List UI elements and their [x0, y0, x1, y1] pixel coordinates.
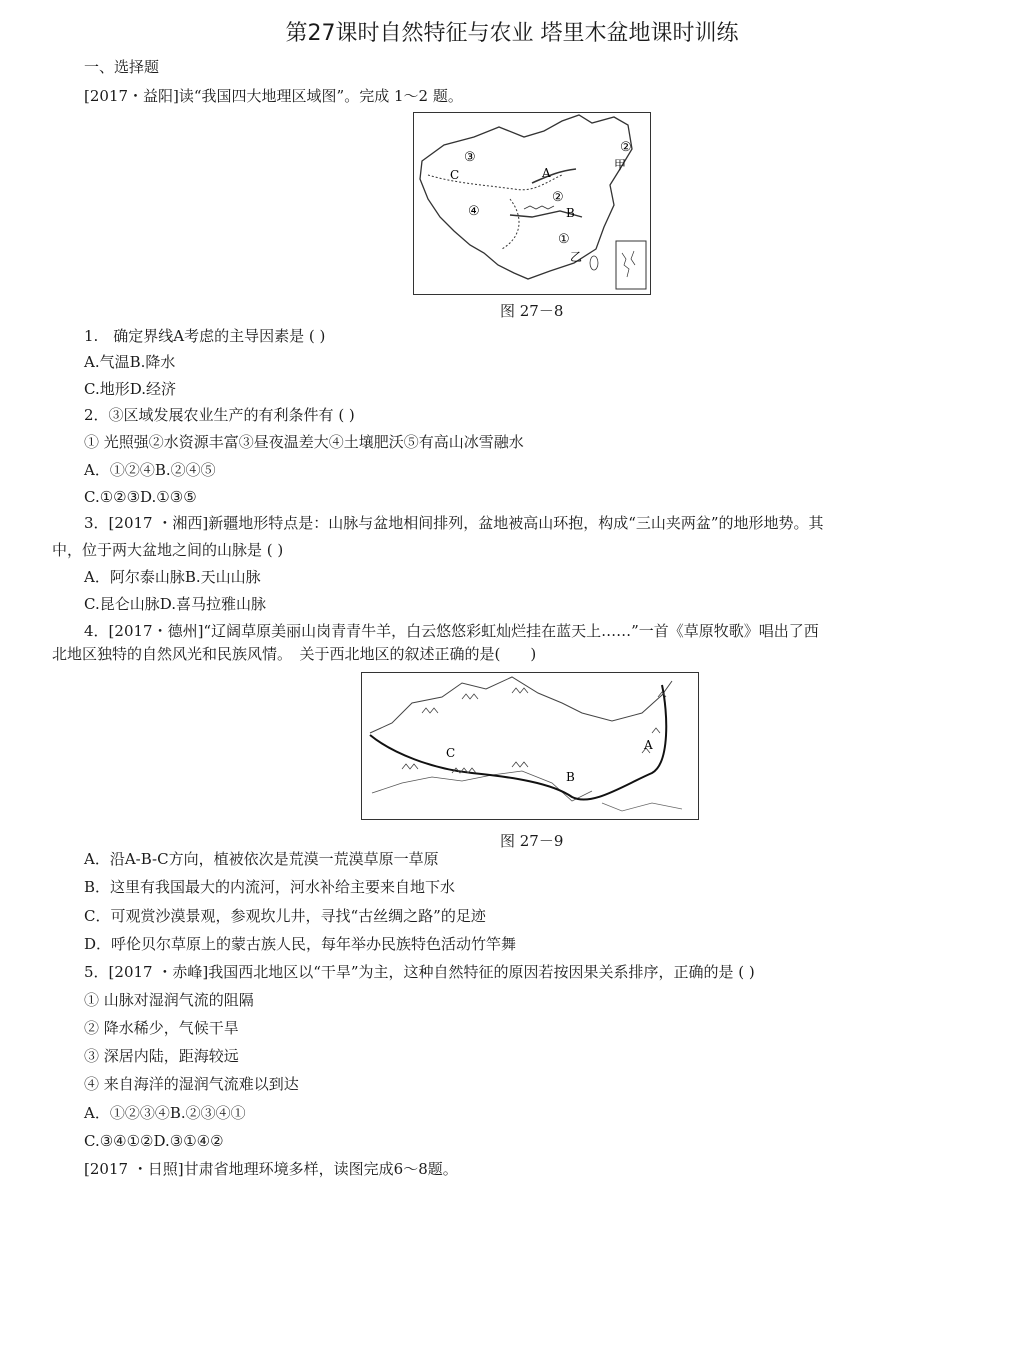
q3-stem-line1: 3．[2017 ・湘西]新疆地形特点是：山脉与盆地相间排列，盆地被高山环抱，构成“三山夹两盆”的地形地势。其 [84, 514, 824, 532]
q1-stem: 1. 确定界线A考虑的主导因素是 ( ) [84, 327, 326, 345]
label-A: A [644, 738, 653, 752]
intro-q1-2: [2017・益阳]读“我国四大地理区域图”。完成 1～2 题。 [84, 87, 463, 105]
map-northwest [361, 672, 699, 820]
map1-caption: 图 27－8 [500, 302, 564, 320]
map-china-regions [413, 112, 651, 295]
q5-item1: ① 山脉对湿润气流的阻隔 [84, 991, 254, 1009]
q4-option-a: A．沿A-B-C方向，植被依次是荒漠一荒漠草原一草原 [84, 850, 439, 868]
label-A: A [542, 166, 551, 180]
label-region2a: ② [620, 140, 632, 155]
label-B: B [566, 770, 575, 784]
q5-item4: ④ 来自海洋的湿润气流难以到达 [84, 1075, 299, 1093]
q3-options-ab: A．阿尔泰山脉B.天山山脉 [84, 568, 261, 586]
intro-q6-8: [2017 ・日照]甘肃省地理环境多样，读图完成6～8题。 [84, 1160, 458, 1178]
label-C: C [450, 168, 460, 182]
q3-stem-line2: 中，位于两大盆地之间的山脉是 ( ) [52, 541, 284, 559]
q2-options-cd: C.①②③D.①③⑤ [84, 488, 197, 506]
q5-options-ab: A．①②③④B.②③④① [84, 1104, 246, 1122]
label-B: B [566, 206, 575, 220]
map2-caption: 图 27－9 [500, 832, 564, 850]
q1-options-cd: C.地形D.经济 [84, 380, 176, 398]
q4-option-d: D．呼伦贝尔草原上的蒙古族人民，每年举办民族特色活动竹竿舞 [84, 935, 517, 953]
northwest-map-drawing [362, 673, 698, 819]
q5-options-cd: C.③④①②D.③①④② [84, 1132, 224, 1150]
label-region2b: ② [552, 190, 564, 205]
q3-options-cd: C.昆仑山脉D.喜马拉雅山脉 [84, 595, 266, 613]
q4-stem-line1: 4．[2017・德州]“辽阔草原美丽山岗青青牛羊，白云悠悠彩虹灿烂挂在蓝天上……”一首《草原牧歌》唱出了西 [84, 622, 819, 640]
china-map-drawing [414, 113, 650, 294]
q4-option-b: B．这里有我国最大的内流河，河水补给主要来自地下水 [84, 878, 456, 896]
q4-stem-line2: 北地区独特的自然风光和民族风情。 关于西北地区的叙述正确的是( ) [52, 645, 537, 663]
q5-stem: 5．[2017 ・赤峰]我国西北地区以“干旱”为主，这种自然特征的原因若按因果关系排序，正确的是 ( ) [84, 963, 755, 981]
label-region3: ③ [464, 150, 476, 165]
q2-options-ab: A．①②④B.②④⑤ [84, 461, 216, 479]
label-region4: ④ [468, 204, 480, 219]
q2-items: ① 光照强②水资源丰富③昼夜温差大④土壤肥沃⑤有高山冰雪融水 [84, 433, 524, 451]
page-title: 第27课时自然特征与农业 塔里木盆地课时训练 [285, 21, 739, 46]
q5-item2: ② 降水稀少，气候干旱 [84, 1019, 239, 1037]
label-yi: 乙 [570, 250, 583, 264]
label-region1: ① [558, 232, 570, 247]
q4-option-c: C．可观赏沙漠景观，参观坎儿井，寻找“古丝绸之路”的足迹 [84, 907, 486, 925]
q5-item3: ③ 深居内陆，距海较远 [84, 1047, 239, 1065]
q1-options-ab: A.气温B.降水 [84, 353, 176, 371]
label-jia: 甲 [614, 158, 627, 172]
section-heading: 一、选择题 [84, 58, 160, 76]
q2-stem: 2．③区域发展农业生产的有利条件有 ( ) [84, 406, 355, 424]
label-C: C [446, 746, 456, 760]
